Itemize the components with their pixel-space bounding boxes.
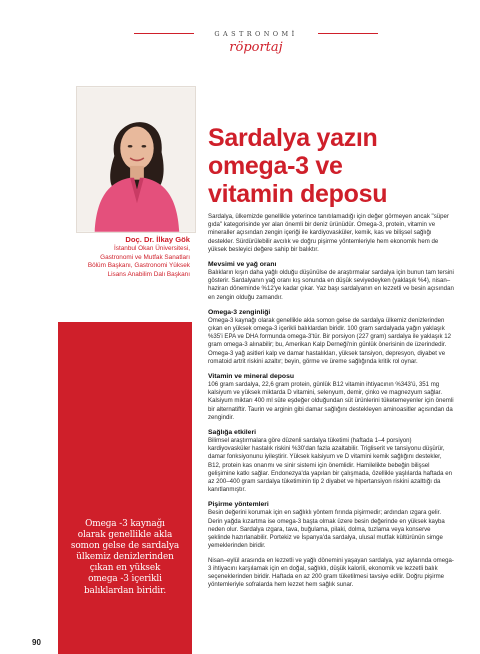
page-number: 90 xyxy=(32,638,41,647)
article-section xyxy=(208,428,454,494)
section-paragraph: Balıkların kışın daha yağlı olduğu düşünülse de araştırmalar sardalya için bunun tam tersini gösterir. Sardalyanın yağ oranı kış sonunda en düşük seviyedeyken (yaklaşık %4), nisan–haziran döneminde %12'ye kadar çıkar. Yaz başı sardalyanın en lezzetli ve besin açısından en zengin olduğu zamandır. xyxy=(208,269,454,301)
kicker-rule-right xyxy=(318,33,378,34)
quote-panel xyxy=(58,322,192,654)
pull-quote-line: Omega -3 kaynağı xyxy=(85,519,165,529)
section-paragraph: 106 gram sardalya, 22,6 gram protein, günlük B12 vitamin ihtiyacının %343'ü, 351 mg kalsiyum ve yüksek miktarda D vitamini, selenyum, demir, çinko ve magnezyum sağlar. Kalsiyum miktarı 400 ml süte eşdeğer olduğundan süt ürünlerini tüketemeyenler için önemli bir alternatiftir. Taurin ve arginin gibi damar sağlığını destekleyen aminoasitler açısından da zengindir. xyxy=(208,381,454,421)
pull-quote xyxy=(58,519,192,597)
closing-paragraph: Nisan–eylül arasında en lezzetli ve yağlı dönemini yaşayan sardalya, yaz aylarında omega-3 ihtiyacını karşılamak için en doğal, sağlıklı, düşük kalorili, ekonomik ve lezzetli balık seçeneklerinden biridir. Haftada en az 200 gram tüketilmesi tavsiye edilir. Doğru pişirme yöntemleriyle sofralarda hem lezzet hem sağlık sunar. xyxy=(208,556,454,589)
author-photo xyxy=(76,86,196,233)
pull-quote-line: balıklardan biridir. xyxy=(83,585,167,596)
author-title-line: Gastronomi ve Mutfak Sanatları xyxy=(100,253,190,261)
author-name: Doç. Dr. İlkay Gök xyxy=(125,235,190,244)
portrait-illustration xyxy=(77,87,195,232)
article-section xyxy=(208,308,454,366)
pull-quote-line: omega -3 içerikli xyxy=(88,574,162,585)
article-section xyxy=(208,260,454,302)
article-body xyxy=(208,213,454,595)
section-heading: Vitamin ve mineral deposu xyxy=(208,373,294,381)
pull-quote-line: ülkemiz denizlerinden xyxy=(76,552,174,563)
article-section xyxy=(208,500,454,550)
left-sidebar xyxy=(0,0,192,654)
kicker-rule-left xyxy=(134,33,194,34)
section-header xyxy=(196,30,316,55)
intro-paragraph: Sardalya, ülkemizde genellikle yeterince tanıtılamadığı için değer görmeyen ancak "süper gıda" kategorisinde yer alan önemli bir deniz ürünüdür. Omega-3, protein, vitamin ve mineraller açısından zengin içeriği ile kardiyovasküler, kemik, kas ve bilişsel sağlığı destekler. Sürdürülebilir avcılık ve doğru pişirme yöntemleriyle hem ekonomik hem de yüksek besleyici değere sahip bir balıktır. xyxy=(208,213,449,253)
section-heading: Mevsimi ve yağ oranı xyxy=(208,261,277,269)
pull-quote-line: olarak genellikle akla xyxy=(77,530,173,541)
article-section xyxy=(208,372,454,422)
author-credit xyxy=(20,235,190,279)
headline-line: vitamin deposu xyxy=(208,180,388,208)
author-title-line: İstanbul Okan Üniversitesi, xyxy=(113,245,190,252)
section-paragraph: Besin değerini korumak için en sağlıklı yöntem fırında pişirmedir; ardından ızgara gelir. Derin yağda kızartma ise omega-3 başta olmak üzere besin değerinde en yüksek kayba neden olur. Sardalya ızgara, tava, buğulama, pilaki, dolma, tuzlama veya konserve şeklinde hazırlanabilir. Portekiz ve İspanya'da sardalya, ulusal mutfak kültürünün simge yemeklerinden biridir. xyxy=(208,509,445,550)
section-heading: Sağlığa etkileri xyxy=(208,429,256,437)
author-title-line: Lisans Anabilim Dalı Başkanı xyxy=(107,270,190,278)
pull-quote-line: somon gelse de sardalya xyxy=(70,541,180,552)
headline-line: omega-3 ve xyxy=(208,152,343,180)
section-heading: Pişirme yöntemleri xyxy=(208,501,269,509)
section-label: röportaj xyxy=(229,40,283,55)
author-title-line: Bölüm Başkanı, Gastronomi Yüksek xyxy=(87,262,190,270)
section-paragraph: Omega-3 kaynağı olarak genellikle akla somon gelse de sardalya ülkemiz denizlerinden çıkan en yüksek omega-3 içerikli balıklardan biridir. 100 gram sardalyada yağın yaklaşık %35'i EPA ve DHA formunda omega-3'tür. Bir porsiyon (227 gram) sardalya ile yaklaşık 12 gram omega-3 alınabilir; bu, Amerikan Kalp Derneği'nin günlük önerisinin de üzerindedir. Omega-3 yağ asitleri kalp ve damar hastalıkları, yüksek tansiyon, depresyon, diyabet ve romatoid artrit riskini azaltır; beyin, görme ve üreme sağlığında kritik rol oynar. xyxy=(208,316,452,365)
headline xyxy=(208,124,458,208)
kicker-label: GASTRONOMİ xyxy=(214,30,298,38)
section-paragraph: Bilimsel araştırmalara göre düzenli sardalya tüketimi (haftada 1–4 porsiyon) kardiyovasküler hastalık riskini %30'dan fazla azaltabilir. Trigliserit ve tansiyonu düşürür, damar fonksiyonunu iyileştirir. Yüksek kalsiyum ve D vitamini kemik sağlığını destekler, B12, protein kas onarımı ve sinir sistemi için önemlidir. Hamilelikte bebeğin bilişsel gelişimine katkı sağlar. Endonezya'da yapılan bir çalışmada, özellikle yaşlılarda haftada en az 200–400 gram sardalya tüketiminin tip 2 diyabet ve hipertansiyon riskini azalttığı da kanıtlanmıştır. xyxy=(208,437,453,494)
pull-quote-line: çıkan en yüksek xyxy=(89,563,161,574)
headline-line: Sardalya yazın xyxy=(208,124,378,152)
section-heading: Omega-3 zenginliği xyxy=(208,308,271,316)
